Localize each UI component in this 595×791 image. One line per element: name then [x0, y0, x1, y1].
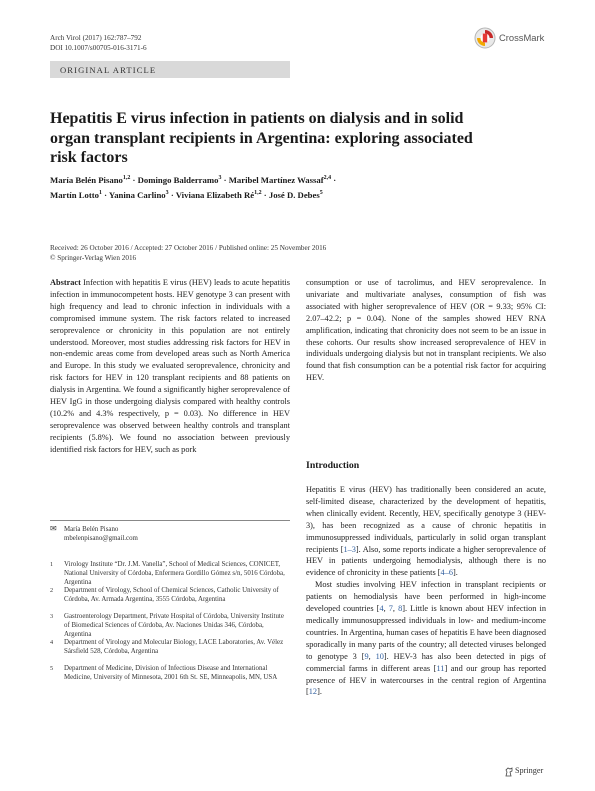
crossmark-icon [474, 27, 496, 49]
affiliation-number: 5 [50, 665, 54, 672]
article-type-label: ORIGINAL ARTICLE [60, 65, 157, 75]
affiliation-item [50, 639, 290, 657]
author-separator: · [221, 174, 229, 185]
author-affiliation-mark: 1,2 [254, 190, 262, 197]
author-line-2 [50, 187, 550, 202]
introduction-body [306, 484, 546, 698]
affiliation-item [50, 587, 290, 605]
correspondence-email[interactable]: mbelenpisano@gmail.com [64, 534, 138, 542]
paragraph-text: ]. [453, 568, 458, 578]
author-separator: · [130, 174, 138, 185]
author-list [50, 172, 550, 203]
affiliation-number: 1 [50, 561, 54, 568]
citation-link[interactable]: 9 [364, 651, 369, 661]
citation-link[interactable]: 8 [398, 604, 403, 614]
article-title: Hepatitis E virus infection in patients on dialysis and in solid organ transplant recipients in Argentina: exploring associated risk factors [50, 110, 473, 166]
affiliation-number: 3 [50, 613, 54, 620]
affiliation-text: Virology Institute “Dr. J.M. Vanella”, School of Medical Sciences, CONICET, National University of Córdoba, Enfermera Gordillo Gómez s/n, 5016 Córdoba, Argentina [64, 561, 285, 586]
citation-link[interactable]: 12 [308, 687, 318, 697]
paragraph-text: ]. HEV-3 has also been detected in pigs of commercial farms in different areas [ [306, 651, 546, 673]
citation-link[interactable]: 7 [388, 604, 393, 614]
springer-horse-icon [504, 767, 514, 777]
author-affiliation-mark: 3 [165, 190, 169, 197]
author-separator: · [168, 190, 176, 201]
abstract-text-part-1: Infection with hepatitis E virus (HEV) leads to acute hepatitis infection in immunocompetent hosts. HEV genotype 3 can present with high frequency and lead to chronic infection in individuals with a compromised immune system. The risk factors related to increased seroprevalence or chronicity in this population are not entirely understood. Moreover, most studies addressing risk factors for HEV in non-endemic areas come from developed areas such as North America and Europe. In this study we evaluated seroprevalence, chronicity and risk factors for HEV in 120 transplant recipients and 88 patients on dialysis in Argentina. We found a significantly higher seroprevalence of HEV IgG in those undergoing dialysis compared with healthy controls (10.2% and 4.3% respectively, p = 0.03). No difference in HEV seroprevalence was observed between healthy controls and transplant recipients (5.8%). We found no association between previously identified risk factors for HEV, such as pork [50, 278, 290, 454]
abstract-column-1 [50, 277, 290, 456]
author-affiliation-mark: 1,2 [122, 175, 131, 181]
doi-line[interactable]: DOI 10.1007/s00705-016-3171-6 [50, 44, 147, 52]
affiliation-number: 4 [50, 639, 54, 646]
author-separator: · [331, 174, 337, 185]
author-name[interactable]: José D. Debes [268, 190, 320, 201]
author-name[interactable]: Viviana Elizabeth Ré [175, 190, 255, 201]
publication-dates: Received: 26 October 2016 / Accepted: 27 October 2016 / Published online: 25 November 2016 [50, 244, 327, 252]
author-affiliation-mark: 2,4 [323, 175, 332, 181]
citation-link[interactable]: 10 [375, 651, 384, 661]
envelope-icon: ✉ [50, 524, 57, 533]
author-affiliation-mark: 5 [319, 190, 323, 197]
crossmark-label: CrossMark [499, 32, 545, 43]
correspondence-name: María Belén Pisano [64, 526, 119, 533]
affiliation-item [50, 613, 290, 640]
introduction-heading: Introduction [306, 460, 360, 471]
footnote-divider [50, 520, 290, 521]
introduction-paragraph-2 [306, 579, 546, 698]
affiliation-number: 2 [50, 587, 54, 594]
paragraph-text: ] and our group has reported presence of HEV in watercourses in the central region of Argentina [ [306, 663, 547, 697]
affiliation-text: Department of Virology, School of Chemical Sciences, Catholic University of Córdoba, Av. Armada Argentina, 3555 Córdoba, Argentina [64, 587, 279, 603]
copyright-line: © Springer-Verlag Wien 2016 [50, 254, 137, 262]
paragraph-text: ]. Little is known about HEV infection in medically immunosuppressed individuals in low- and medium-income countries. In Argentina, human cases of hepatitis E have been diagnosed sporadically in many parts of the country; all detected viruses belonged to genotype 3 [ [306, 604, 546, 661]
citation-link[interactable]: 1–3 [343, 544, 356, 554]
author-name[interactable]: María Belén Pisano [50, 174, 123, 185]
correspondence-block [50, 526, 290, 544]
affiliation-item [50, 561, 290, 588]
journal-citation: Arch Virol (2017) 162:787–792 [50, 34, 142, 42]
citation-link[interactable]: 4–6 [440, 568, 453, 578]
author-name[interactable]: Yanina Carlino [108, 190, 166, 201]
author-affiliation-mark: 3 [218, 175, 222, 181]
author-name[interactable]: Martín Lotto [50, 190, 99, 201]
publisher-name: Springer [515, 766, 544, 775]
paragraph-text: Hepatitis E virus (HEV) has traditionally been considered an acute, self-limited disease, characterized by the development of hepatitis, when clinically evident. Recently, HEV, specifically genotype 3 (HEV-3), has been recognized as a cause of chronic hepatitis in immunosuppressed individuals, particularly in solid organ transplant recipients [ [306, 485, 546, 554]
author-separator: · [261, 190, 269, 201]
author-separator: · [101, 190, 109, 201]
author-name[interactable]: Domingo Balderramo [137, 174, 219, 185]
crossmark-badge[interactable] [474, 27, 546, 49]
affiliation-text: Department of Virology and Molecular Biology, LACE Laboratories, Av. Vélez Sársfield 528, Córdoba, Argentina [64, 639, 284, 655]
affiliation-item [50, 665, 290, 683]
abstract-column-2 [306, 277, 546, 384]
affiliation-text: Department of Medicine, Division of Infectious Disease and International Medicine, University of Minnesota, 2001 6th St. SE, Minneapolis, MN, USA [64, 665, 278, 681]
paragraph-text: , [368, 651, 376, 661]
paragraph-text: , [392, 604, 399, 614]
affiliation-text: Gastroenterology Department, Private Hospital of Córdoba, University Institute of Biomedical Sciences of Córdoba, Av. Naciones Unidas 346, Córdoba, Argentina [64, 613, 284, 638]
publisher-logo [504, 766, 554, 778]
citation-link[interactable]: 4 [379, 604, 384, 614]
paragraph-text: ]. [317, 687, 322, 697]
author-affiliation-mark: 1 [98, 190, 102, 197]
abstract-text-part-2: consumption or use of tacrolimus, and HEV seroprevalence. In univariate and multivariate analyses, consumption of fish was associated with higher seroprevalence of HEV (OR = 9.33; 95% CI: 2.07–42.2; p = 0.04). None of the samples showed HEV RNA amplification, indicating that chronicity does not seem to be an issue in these cohorts. Our results show increased seroprevalence of HEV in individuals undergoing dialysis but not in transplant recipients. We also found that fish consumption can be a potential risk factor for acquiring HEV. [306, 278, 546, 383]
paragraph-text: Most studies involving HEV infection in transplant recipients or patients on hemodialysis have been performed in high-income developed countries [ [306, 580, 546, 614]
citation-link[interactable]: 11 [436, 663, 445, 673]
introduction-paragraph-1 [306, 484, 546, 579]
paragraph-text: ]. Also, some reports indicate a higher seroprevalence of HEV in patients undergoing hemodialysis, although there is no evidence of chronicity in these patients [ [306, 544, 546, 578]
author-line-1 [50, 172, 550, 187]
author-name[interactable]: Maribel Martínez Wassaf [228, 174, 324, 185]
abstract-label: Abstract [50, 278, 81, 287]
paragraph-text: , [383, 604, 389, 614]
